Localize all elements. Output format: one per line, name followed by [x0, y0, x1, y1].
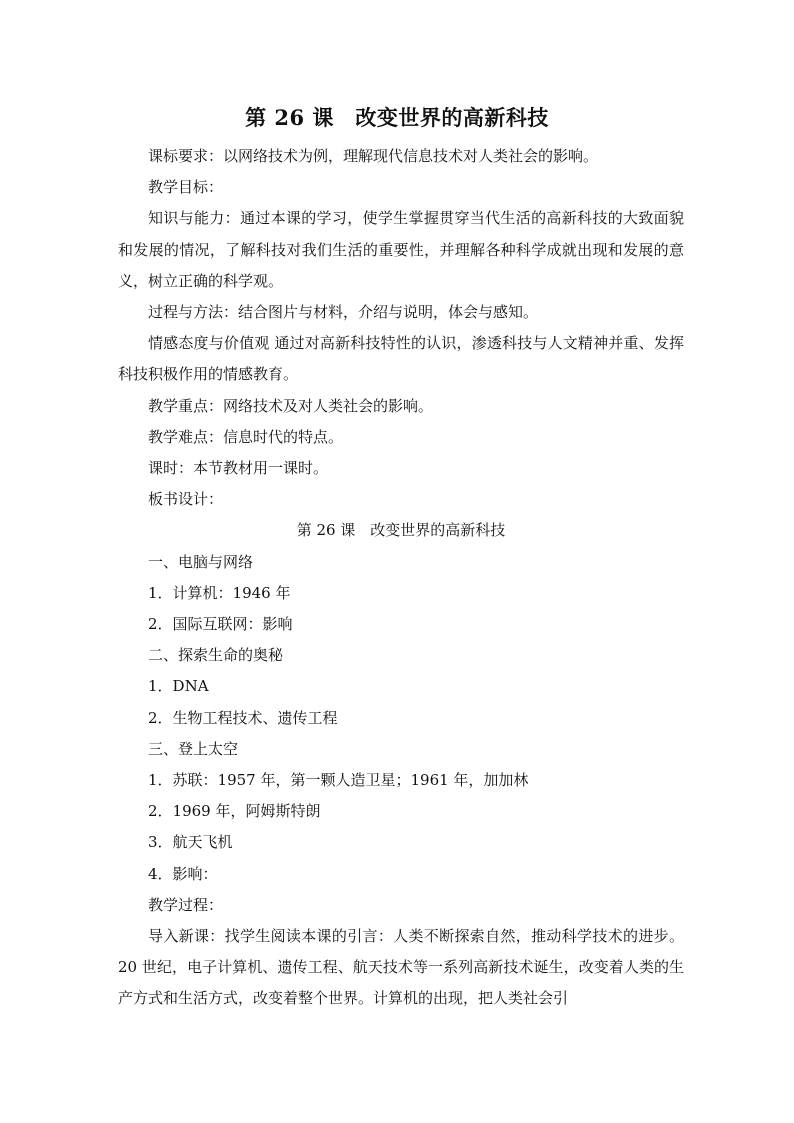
document-body [118, 141, 684, 1015]
introduction-paragraph: 导入新课：找学生阅读本课的引言：人类不断探索自然，推动科学技术的进步。20 世纪，电子计算机、遗传工程、航天技术等一系列高新技术诞生，改变着人类的生产方式和生活方式，改变着整个世界。计算机的出现，把人类社会引 [118, 927, 684, 1008]
board-design-heading: 板书设计： [148, 490, 224, 509]
outline-item: 一、电脑与网络 [148, 552, 254, 571]
teaching-difficulty-paragraph: 教学难点：信息时代的特点。 [148, 427, 344, 446]
outline-item: 二、探索生命的奥秘 [148, 646, 284, 665]
knowledge-ability-paragraph: 知识与能力：通过本课的学习，使学生掌握贯穿当代生活的高新科技的大致面貌和发展的情况，了解科技对我们生活的重要性，并理解各种科学成就出现和发展的意义，树立正确的科学观。 [118, 209, 684, 290]
outline-item: 1．DNA [148, 677, 209, 696]
curriculum-requirement-paragraph: 课标要求：以网络技术为例，理解现代信息技术对人类社会的影响。 [148, 147, 599, 165]
teaching-process-heading: 教学过程： [148, 895, 224, 914]
outline-item: 1．计算机：1946 年 [148, 583, 291, 602]
teaching-focus-paragraph: 教学重点：网络技术及对人类社会的影响。 [148, 396, 434, 415]
outline-item: 1．苏联：1957 年，第一颗人造卫星；1961 年，加加林 [148, 771, 529, 790]
emotion-values-paragraph: 情感态度与价值观 通过对高新科技特性的认识，渗透科技与人文精神并重、发挥科技积极作用的情感教育。 [118, 334, 684, 384]
teaching-objectives-heading: 教学目标： [148, 178, 224, 197]
outline-item: 4．影响： [148, 864, 218, 883]
board-title: 第 26 课 改变世界的高新科技 [296, 521, 506, 540]
document-title: 第 26 课 改变世界的高新科技 [245, 105, 549, 130]
outline-item: 三、登上太空 [148, 739, 239, 758]
outline-item: 3．航天飞机 [148, 833, 233, 852]
class-hours-paragraph: 课时：本节教材用一课时。 [148, 459, 329, 478]
outline-item: 2．国际互联网：影响 [148, 615, 293, 634]
outline-item: 2．1969 年，阿姆斯特朗 [148, 802, 321, 821]
outline-item: 2．生物工程技术、遗传工程 [148, 708, 338, 727]
process-method-paragraph: 过程与方法：结合图片与材料，介绍与说明，体会与感知。 [148, 303, 539, 322]
